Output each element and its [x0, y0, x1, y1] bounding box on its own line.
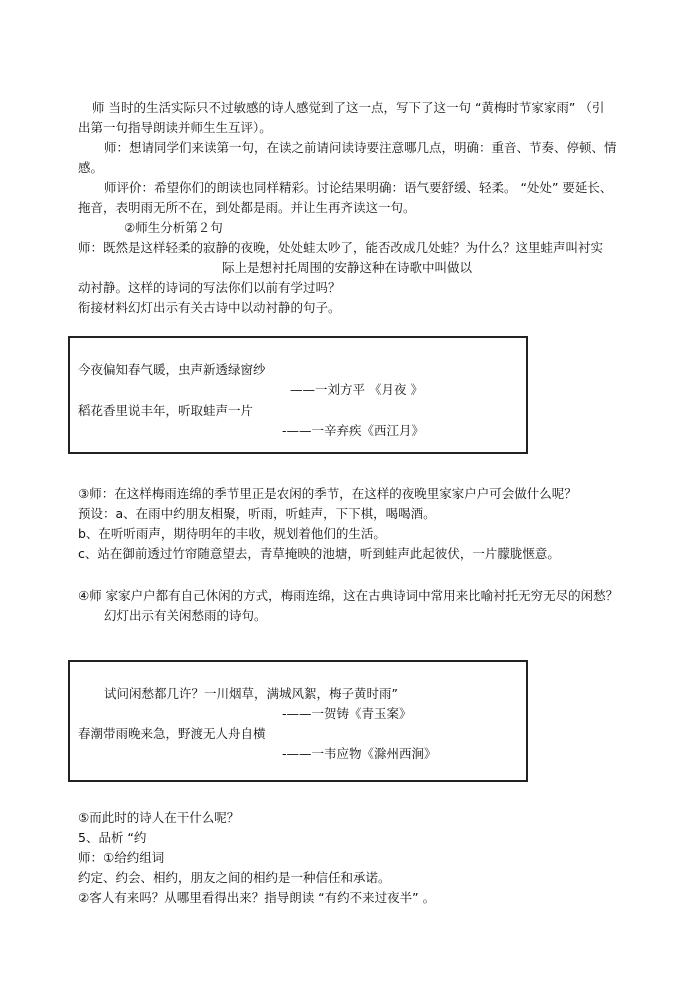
- poem-box-1: [68, 336, 528, 454]
- text-line: 师 当时的生活实际只不过敏感的诗人感觉到了这一点，写下了这一句 “黄梅时节家家雨” （引: [92, 100, 605, 115]
- text-line: 感。: [78, 160, 104, 175]
- text-line: 师：想请同学们来读第一句，在读之前请问读诗要注意哪几点，明确：重音、节奏、停顿、情: [104, 140, 617, 155]
- text-line: ③师：在这样梅雨连绵的季节里正是农闲的季节，在这样的夜晚里家家户户可会做什么呢？: [78, 486, 577, 501]
- text-line: 出第一句指导朗读并师生生互评）。: [78, 120, 272, 135]
- text-line: 际上是想衬托周围的安静这种在诗歌中叫做以: [222, 260, 473, 275]
- text-line: 衔接材料幻灯出示有关古诗中以动衬静的句子。: [78, 300, 341, 315]
- text-line: c、站在御前透过竹帘随意望去，青草掩映的池塘，听到蛙声此起彼伏，一片朦胧惬意。: [78, 546, 560, 561]
- poem-line: 今夜偏知春气暖，虫声新透绿窗纱: [78, 362, 266, 377]
- text-line: 预设：a、在雨中约朋友相聚，听雨，听蛙声，下下棋，喝喝酒。: [78, 506, 436, 521]
- section-heading: ②师生分析第２句: [124, 220, 223, 235]
- poem-box-2: [68, 660, 528, 782]
- poem-attribution: -——一贺铸《青玉案》: [282, 706, 412, 721]
- text-line: 师评价：希望你们的朗读也同样精彩。讨论结果明确：语气要舒缓、轻柔。 “处处” 要延长、: [104, 180, 613, 195]
- text-line: ⑤而此时的诗人在干什么呢？: [78, 810, 240, 825]
- poem-attribution: -——一韦应物《滁州西涧》: [282, 746, 437, 761]
- poem-line: 稻花香里说丰年，听取蛙声一片: [78, 403, 254, 418]
- text-line: 动衬静。这样的诗词的写法你们以前有学过吗？: [78, 280, 341, 295]
- text-line: b、在听听雨声，期待明年的丰收，规划着他们的生活。: [78, 526, 386, 541]
- poem-line: 试问闲愁都几许？一川烟草，满城风絮，梅子黄时雨”: [104, 686, 398, 701]
- text-line: 约定、约会、相约，朋友之间的相约是一种信任和承诺。: [78, 870, 391, 885]
- text-line: ④师 家家户户都有自己休闲的方式，梅雨连绵，这在古典诗词中常用来比喻衬托无穷无尽的闲愁？: [78, 588, 619, 603]
- text-line: ②客人有来吗？从哪里看得出来？指导朗读 “有约不来过夜半” 。: [78, 890, 436, 905]
- poem-attribution: ——一刘方平 《月夜 》: [290, 382, 423, 397]
- text-line: 师：①给约组词: [78, 850, 165, 865]
- text-line: 拖音，表明雨无所不在，到处都是雨。并让生再齐读这一句。: [78, 200, 416, 215]
- text-line: 幻灯出示有关闲愁雨的诗句。: [104, 608, 267, 623]
- poem-attribution: -——一辛弃疾《西江月》: [282, 423, 425, 438]
- poem-line: 春潮带雨晚来急，野渡无人舟自横: [78, 726, 266, 741]
- text-line: 师：既然是这样轻柔的寂静的夜晚，处处蛙太吵了，能否改成几处蛙？为什么？这里蛙声叫衬实: [78, 240, 604, 255]
- text-line: 5、品析 “约: [78, 830, 147, 845]
